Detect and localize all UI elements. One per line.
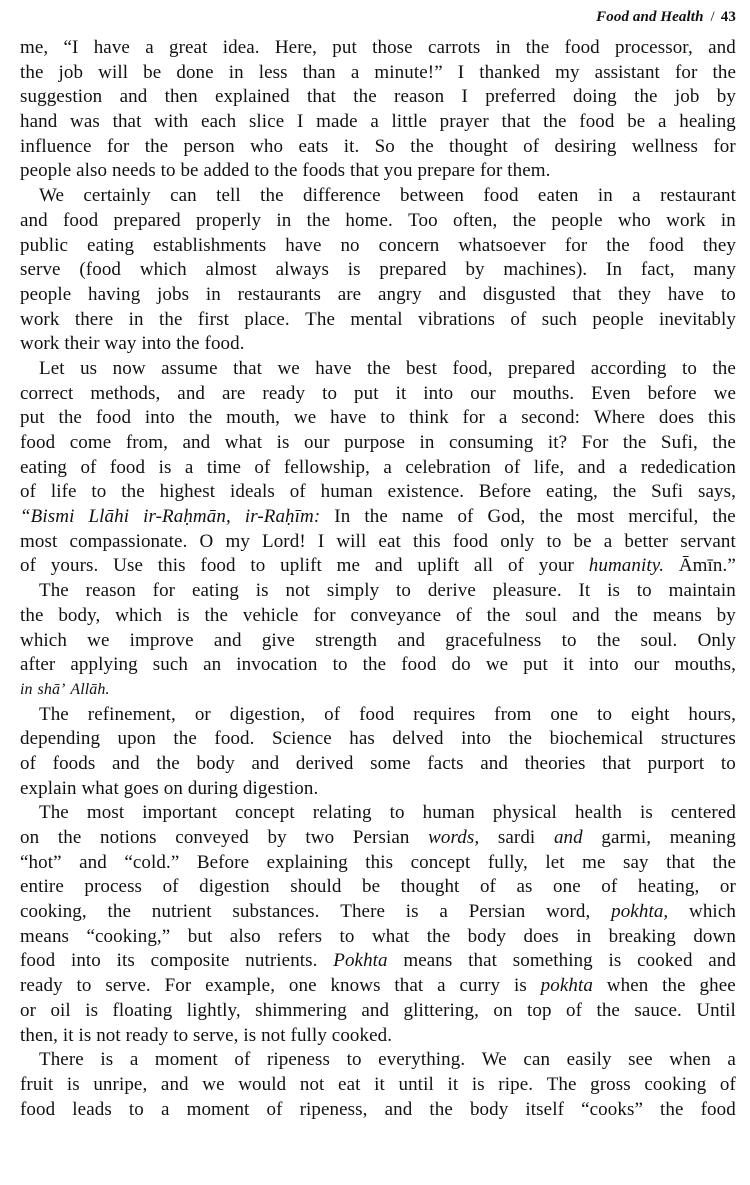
text-line: fruit is unripe, and we would not eat it until it is ripe. The gross cooking of [20, 1073, 736, 1095]
text-line: ready to serve. For example, one knows that a curry is pokhta when the ghee [20, 975, 736, 997]
text-line: the body, which is the vehicle for conveyance of the soul and the means by [20, 604, 736, 626]
text-line: The reason for eating is not simply to derive pleasure. It is to maintain [39, 580, 736, 602]
text-line: which we improve and give strength and gracefulness to the soul. Only [20, 629, 736, 651]
text-line: after applying such an invocation to the food do we put it into our mouths, [20, 654, 736, 676]
text-line: Let us now assume that we have the best food, prepared according to the [39, 357, 736, 379]
text-line: eating of food is a time of fellowship, a celebration of life, and a rededication [20, 456, 736, 478]
text-line: work there in the first place. The mental vibrations of such people inevitably [20, 308, 736, 330]
text-line: most compassionate. O my Lord! I will eat this food only to be a better servant [20, 530, 736, 552]
text-line: depending upon the food. Science has delved into the biochemical structures [20, 728, 736, 750]
text-line: hand was that with each slice I made a little prayer that the food be a healing [20, 111, 736, 133]
text-line: me, “I have a great idea. Here, put those carrots in the food processor, and [20, 37, 736, 58]
text-line: The most important concept relating to human physical health is centered [39, 802, 736, 824]
running-head [20, 0, 736, 34]
text-line: on the notions conveyed by two Persian words, sardi and garmi, meaning [20, 827, 736, 848]
header-separator: / [710, 8, 715, 25]
text-line: influence for the person who eats it. So the thought of desiring wellness for [20, 135, 736, 157]
text-line: people also needs to be added to the foods that you prepare for them. [20, 160, 551, 182]
text-line: “Bismi Llāhi ir-Raḥmān, ir-Raḥīm: In the name of God, the most merciful, the [20, 506, 736, 528]
text-line: entire process of digestion should be thought of as one of heating, or [20, 876, 736, 898]
body-text [20, 36, 736, 1122]
text-line: explain what goes on during digestion. [20, 777, 319, 799]
text-line: public eating establishments have no concern whatsoever for the food they [20, 234, 736, 256]
page-number: 43 [720, 8, 736, 25]
text-line: then, it is not ready to serve, is not fully cooked. [20, 1024, 393, 1046]
text-line: serve (food which almost always is prepared by machines). In fact, many [20, 259, 736, 281]
text-line: of life to the highest ideals of human existence. Before eating, the Sufi says, [20, 481, 736, 503]
text-line: food leads to a moment of ripeness, and the body itself “cooks” the food [20, 1098, 736, 1120]
text-line: and food prepared properly in the home. Too often, the people who work in [20, 209, 736, 231]
text-line: work their way into the food. [20, 333, 245, 355]
text-line: in shā’ Allāh. [20, 680, 110, 698]
text-line: We certainly can tell the difference between food eaten in a restaurant [39, 185, 736, 207]
text-line: The refinement, or digestion, of food requires from one to eight hours, [39, 703, 736, 725]
text-line: the job will be done in less than a minute!” I thanked my assistant for the [20, 61, 736, 83]
text-line: means “cooking,” but also refers to what the body does in breaking down [20, 925, 736, 947]
text-line: put the food into the mouth, we have to think for a second: Where does this [20, 407, 736, 429]
text-line: food into its composite nutrients. Pokhta means that something is cooked and [20, 950, 736, 972]
text-line: of yours. Use this food to uplift me and uplift all of your humanity. Āmīn.” [20, 555, 736, 577]
text-line: cooking, the nutrient substances. There is a Persian word, pokhta, which [20, 901, 736, 923]
text-line: people having jobs in restaurants are angry and disgusted that they have to [20, 283, 736, 305]
chapter-title: Food and Health [596, 8, 704, 25]
text-line: “hot” and “cold.” Before explaining this concept fully, let me say that the [20, 851, 736, 873]
text-line: There is a moment of ripeness to everything. We can easily see when a [39, 1049, 736, 1071]
text-line: suggestion and then explained that the reason I preferred doing the job by [20, 86, 736, 108]
text-line: or oil is floating lightly, shimmering and glittering, on top of the sauce. Until [20, 999, 736, 1021]
text-line: food come from, and what is our purpose in consuming it? For the Sufi, the [20, 432, 736, 453]
text-line: of foods and the body and derived some facts and theories that purport to [20, 752, 736, 774]
text-line: correct methods, and are ready to put it into our mouths. Even before we [20, 382, 736, 404]
